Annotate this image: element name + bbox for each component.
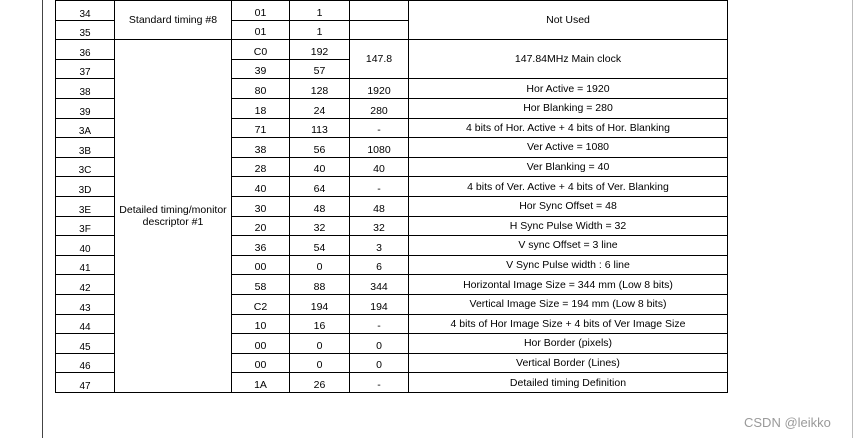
address-cell: 42 [56, 275, 115, 295]
hex-value-cell: 00 [232, 353, 290, 373]
decimal-value-cell: 0 [290, 353, 350, 373]
physical-value-cell: 1080 [350, 138, 409, 158]
hex-value-cell: C0 [232, 40, 290, 60]
page-right-border [852, 0, 853, 438]
table-row [56, 40, 728, 60]
physical-value-cell: 40 [350, 157, 409, 177]
physical-value-cell: 1920 [350, 79, 409, 99]
decimal-value-cell: 113 [290, 118, 350, 138]
decimal-value-cell: 32 [290, 216, 350, 236]
physical-value-cell: 6 [350, 255, 409, 275]
decimal-value-cell: 26 [290, 373, 350, 393]
description-cell: V sync Offset = 3 line [409, 236, 728, 256]
hex-value-cell: 1A [232, 373, 290, 393]
physical-value-cell: 0 [350, 353, 409, 373]
description-cell: 4 bits of Hor. Active + 4 bits of Hor. Blanking [409, 118, 728, 138]
physical-value-cell: 0 [350, 334, 409, 354]
hex-value-cell: 30 [232, 196, 290, 216]
physical-value-cell: 280 [350, 98, 409, 118]
hex-value-cell: 20 [232, 216, 290, 236]
hex-value-cell: C2 [232, 294, 290, 314]
page-left-border [42, 0, 43, 438]
description-cell: 4 bits of Ver. Active + 4 bits of Ver. Blanking [409, 177, 728, 197]
address-cell: 35 [56, 20, 115, 40]
physical-value-cell: 147.8 [350, 40, 409, 79]
decimal-value-cell: 24 [290, 98, 350, 118]
description-cell: Hor Active = 1920 [409, 79, 728, 99]
description-cell: H Sync Pulse Width = 32 [409, 216, 728, 236]
address-cell: 3A [56, 118, 115, 138]
description-cell: 4 bits of Hor Image Size + 4 bits of Ver Image Size [409, 314, 728, 334]
description-cell: Vertical Image Size = 194 mm (Low 8 bits) [409, 294, 728, 314]
decimal-value-cell: 54 [290, 236, 350, 256]
address-cell: 45 [56, 334, 115, 354]
hex-value-cell: 80 [232, 79, 290, 99]
physical-value-cell: - [350, 314, 409, 334]
description-cell: Hor Border (pixels) [409, 334, 728, 354]
address-cell: 3F [56, 216, 115, 236]
address-cell: 3B [56, 138, 115, 158]
address-cell: 40 [56, 236, 115, 256]
address-cell: 47 [56, 373, 115, 393]
decimal-value-cell: 0 [290, 255, 350, 275]
description-cell: Hor Blanking = 280 [409, 98, 728, 118]
decimal-value-cell: 1 [290, 1, 350, 21]
address-cell: 36 [56, 40, 115, 60]
description-cell: Ver Active = 1080 [409, 138, 728, 158]
address-cell: 37 [56, 59, 115, 79]
hex-value-cell: 40 [232, 177, 290, 197]
physical-value-cell: - [350, 118, 409, 138]
description-cell: Vertical Border (Lines) [409, 353, 728, 373]
address-cell: 46 [56, 353, 115, 373]
physical-value-cell [350, 1, 409, 21]
decimal-value-cell: 56 [290, 138, 350, 158]
hex-value-cell: 28 [232, 157, 290, 177]
decimal-value-cell: 192 [290, 40, 350, 60]
hex-value-cell: 00 [232, 255, 290, 275]
address-cell: 3D [56, 177, 115, 197]
decimal-value-cell: 88 [290, 275, 350, 295]
description-cell: Not Used [409, 1, 728, 40]
description-cell: 147.84MHz Main clock [409, 40, 728, 79]
description-cell: V Sync Pulse width : 6 line [409, 255, 728, 275]
address-cell: 3C [56, 157, 115, 177]
address-cell: 44 [56, 314, 115, 334]
block-name-cell: Standard timing #8 [115, 1, 232, 40]
table-row [56, 1, 728, 21]
address-cell: 39 [56, 98, 115, 118]
decimal-value-cell: 40 [290, 157, 350, 177]
hex-value-cell: 01 [232, 20, 290, 40]
description-cell: Detailed timing Definition [409, 373, 728, 393]
physical-value-cell [350, 20, 409, 40]
physical-value-cell: 344 [350, 275, 409, 295]
hex-value-cell: 18 [232, 98, 290, 118]
block-name-cell: Detailed timing/monitor descriptor #1 [115, 40, 232, 393]
physical-value-cell: - [350, 373, 409, 393]
decimal-value-cell: 1 [290, 20, 350, 40]
hex-value-cell: 39 [232, 59, 290, 79]
physical-value-cell: 48 [350, 196, 409, 216]
address-cell: 41 [56, 255, 115, 275]
hex-value-cell: 38 [232, 138, 290, 158]
decimal-value-cell: 16 [290, 314, 350, 334]
description-cell: Ver Blanking = 40 [409, 157, 728, 177]
address-cell: 34 [56, 1, 115, 21]
watermark-text: CSDN @leikko [744, 415, 831, 430]
edid-table [55, 0, 728, 393]
physical-value-cell: 32 [350, 216, 409, 236]
hex-value-cell: 36 [232, 236, 290, 256]
hex-value-cell: 10 [232, 314, 290, 334]
hex-value-cell: 00 [232, 334, 290, 354]
decimal-value-cell: 194 [290, 294, 350, 314]
hex-value-cell: 71 [232, 118, 290, 138]
description-cell: Horizontal Image Size = 344 mm (Low 8 bits) [409, 275, 728, 295]
physical-value-cell: - [350, 177, 409, 197]
decimal-value-cell: 57 [290, 59, 350, 79]
address-cell: 3E [56, 196, 115, 216]
description-cell: Hor Sync Offset = 48 [409, 196, 728, 216]
address-cell: 43 [56, 294, 115, 314]
decimal-value-cell: 64 [290, 177, 350, 197]
physical-value-cell: 3 [350, 236, 409, 256]
decimal-value-cell: 0 [290, 334, 350, 354]
hex-value-cell: 58 [232, 275, 290, 295]
hex-value-cell: 01 [232, 1, 290, 21]
address-cell: 38 [56, 79, 115, 99]
physical-value-cell: 194 [350, 294, 409, 314]
decimal-value-cell: 128 [290, 79, 350, 99]
decimal-value-cell: 48 [290, 196, 350, 216]
